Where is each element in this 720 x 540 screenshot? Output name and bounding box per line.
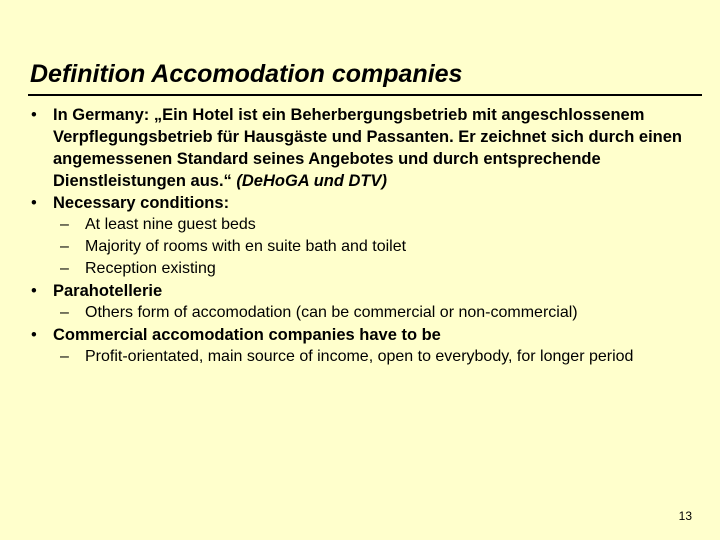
dash-marker: – (60, 216, 69, 233)
bullet-list (0, 104, 720, 368)
bullet-text: Necessary conditions: (53, 194, 230, 212)
sub-item-en-suite-rooms (0, 236, 720, 258)
bullet-marker: • (31, 106, 37, 124)
sub-item-text: Majority of rooms with en suite bath and toilet (85, 238, 407, 255)
source-citation: (DeHoGA und DTV) (236, 172, 388, 190)
sub-item-guest-beds (0, 214, 720, 236)
bullet-item-commercial-companies (0, 324, 720, 346)
sub-item-profit-orientated (0, 346, 720, 368)
sub-item-other-forms (0, 302, 720, 324)
bullet-item-germany-definition (0, 104, 720, 192)
bullet-text: Parahotellerie (53, 282, 163, 300)
slide-title: Definition Accomodation companies (30, 60, 463, 88)
sub-item-text: Others form of accomodation (can be commercial or non-commercial) (85, 304, 578, 321)
dash-marker: – (60, 238, 69, 255)
bullet-text: Commercial accomodation companies have to be (53, 326, 441, 344)
bullet-item-parahotellerie (0, 280, 720, 302)
bullet-item-necessary-conditions (0, 192, 720, 214)
bullet-marker: • (31, 194, 37, 212)
bullet-text: In Germany: „Ein Hotel ist ein Beherbergungsbetrieb mit angeschlossenem Verpflegungsbetrieb für Hausgäste und Passanten. Er zeichnet sich durch einen angemessenen Standard seines Angebotes und durch entsprechende Dienstleistungen aus.“ (53, 106, 682, 190)
sub-item-text: Reception existing (85, 260, 216, 277)
bullet-marker: • (31, 326, 37, 344)
dash-marker: – (60, 304, 69, 321)
dash-marker: – (60, 260, 69, 277)
dash-marker: – (60, 348, 69, 365)
title-divider (28, 94, 702, 96)
sub-item-text: Profit-orientated, main source of income, open to everybody, for longer period (85, 348, 634, 365)
page-number: 13 (678, 509, 692, 523)
bullet-marker: • (31, 282, 37, 300)
sub-item-text: At least nine guest beds (85, 216, 256, 233)
sub-item-reception (0, 258, 720, 280)
